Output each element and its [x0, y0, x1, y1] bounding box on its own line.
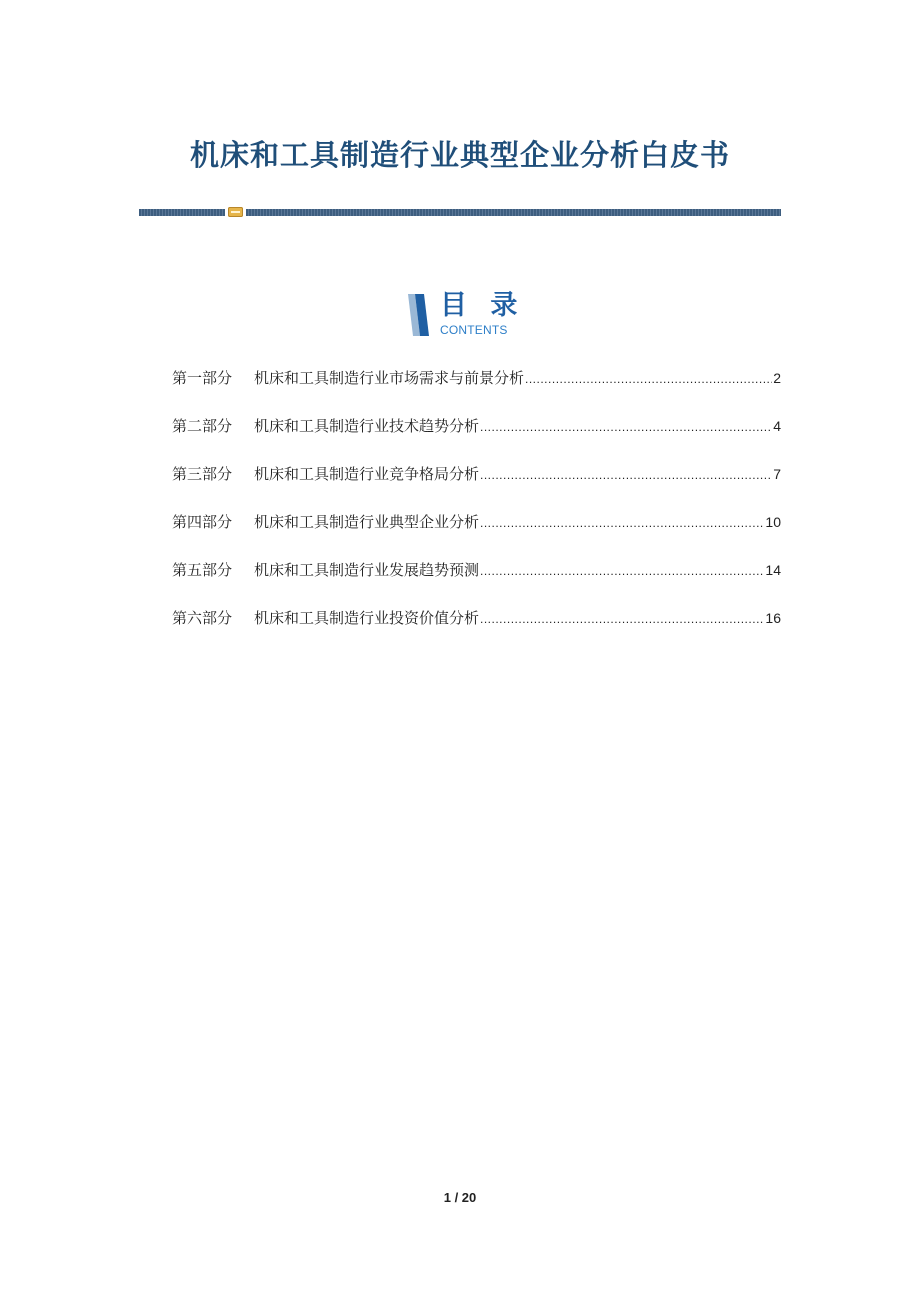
- toc-list: [172, 368, 781, 656]
- toc-entry-page[interactable]: 14: [765, 562, 781, 578]
- title-divider: [139, 207, 781, 217]
- divider-bar-right: [246, 209, 781, 216]
- document-title: 机床和工具制造行业典型企业分析白皮书: [189, 138, 730, 173]
- toc-entry-page[interactable]: 4: [773, 418, 781, 434]
- toc-entry[interactable]: [172, 512, 781, 560]
- toc-entry-part: 第五部分: [172, 561, 233, 579]
- toc-entry[interactable]: [172, 368, 781, 416]
- toc-entry[interactable]: [172, 608, 781, 656]
- toc-entry-title[interactable]: 机床和工具制造行业竞争格局分析: [254, 465, 480, 483]
- page-number: 1 / 20: [443, 1190, 477, 1205]
- toc-entry[interactable]: [172, 416, 781, 464]
- toc-entry-part: 第二部分: [172, 417, 233, 435]
- toc-entry-leader: [480, 417, 772, 437]
- toc-entry-leader: [480, 609, 764, 629]
- toc-entry-page[interactable]: 16: [765, 610, 781, 626]
- toc-subheading: CONTENTS: [440, 323, 508, 337]
- toc-entry-part: 第六部分: [172, 609, 233, 627]
- toc-entry[interactable]: [172, 464, 781, 512]
- toc-entry-title[interactable]: 机床和工具制造行业发展趋势预测: [254, 561, 480, 579]
- slanted-bars-logo-icon: [406, 294, 430, 336]
- toc-heading: 目 录: [440, 290, 525, 321]
- toc-entry-leader: [480, 465, 772, 485]
- toc-entry-leader: [525, 369, 772, 389]
- toc-entry-page[interactable]: 2: [773, 370, 781, 386]
- toc-entry-part: 第三部分: [172, 465, 233, 483]
- toc-entry-page[interactable]: 7: [773, 466, 781, 482]
- toc-entry-part: 第四部分: [172, 513, 233, 531]
- divider-bar-left: [139, 209, 225, 216]
- toc-entry-page[interactable]: 10: [765, 514, 781, 530]
- toc-entry-title[interactable]: 机床和工具制造行业典型企业分析: [254, 513, 480, 531]
- toc-entry-title[interactable]: 机床和工具制造行业技术趋势分析: [254, 417, 480, 435]
- toc-entry-leader: [480, 513, 764, 533]
- toc-entry[interactable]: [172, 560, 781, 608]
- toc-entry-title[interactable]: 机床和工具制造行业市场需求与前景分析: [254, 369, 525, 387]
- gold-ornament-icon: [228, 207, 243, 217]
- toc-entry-title[interactable]: 机床和工具制造行业投资价值分析: [254, 609, 480, 627]
- toc-entry-leader: [480, 561, 764, 581]
- toc-entry-part: 第一部分: [172, 369, 233, 387]
- toc-header: [406, 292, 526, 340]
